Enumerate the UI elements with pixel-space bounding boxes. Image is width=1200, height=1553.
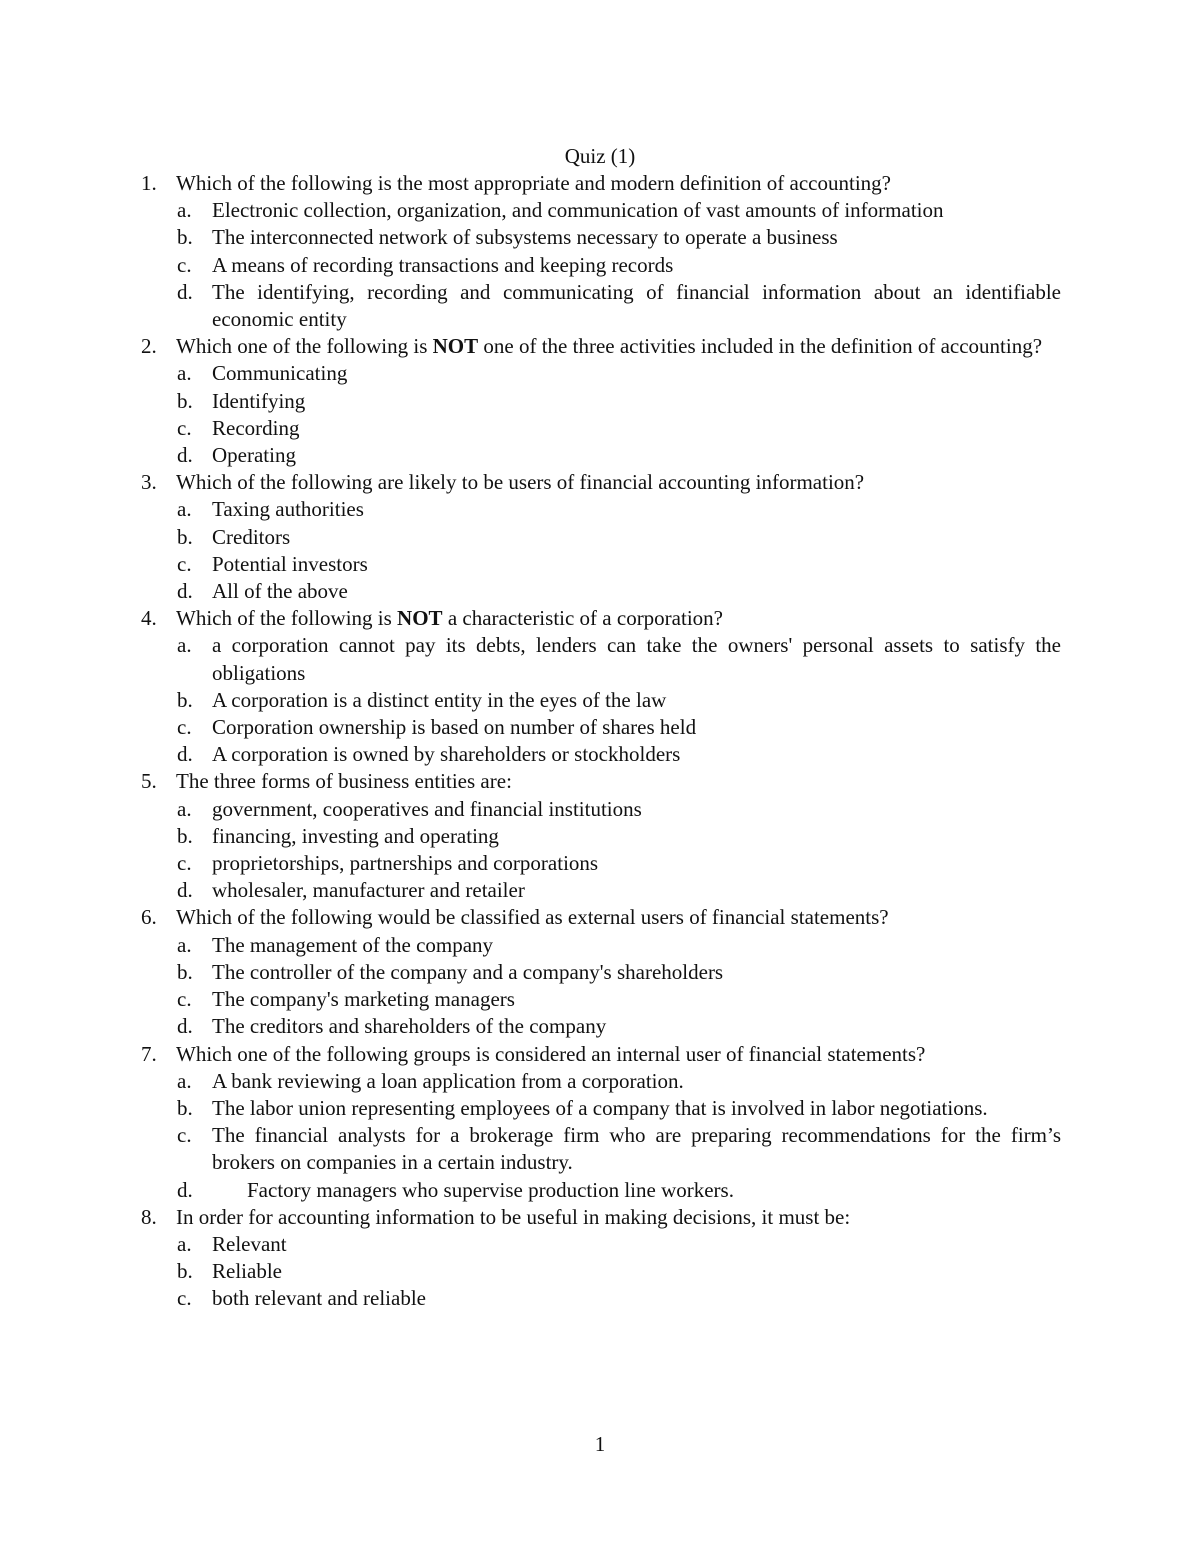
question-text: The three forms of business entities are: (176, 769, 512, 794)
question (141, 605, 1061, 632)
option-letter: d. (177, 1177, 193, 1202)
option-text: The identifying, recording and communicating of financial information about an identifiable economic entity (212, 279, 1061, 332)
question-text: Which one of the following is NOT one of the three activities included in the definition of accounting? (176, 334, 1043, 359)
question (141, 333, 1061, 360)
option-item (177, 632, 1061, 686)
option-list (177, 1231, 1061, 1313)
option-item (177, 1285, 1061, 1312)
option-letter: a. (177, 796, 192, 821)
page-title: Quiz (1) (564, 144, 636, 168)
question (141, 469, 1061, 496)
option-item (177, 524, 1061, 551)
option-text: A means of recording transactions and keeping records (212, 252, 674, 277)
option-item (177, 1231, 1061, 1258)
option-item (177, 986, 1061, 1013)
page-number: 1 (594, 1432, 606, 1456)
option-text: proprietorships, partnerships and corporations (212, 851, 599, 876)
option-letter: a. (177, 633, 192, 658)
option-letter: d. (177, 878, 193, 903)
option-text: government, cooperatives and financial institutions (212, 796, 642, 821)
question-number: 3. (141, 470, 157, 495)
option-letter: b. (177, 823, 193, 848)
option-text: Electronic collection, organization, and communication of vast amounts of information (212, 198, 944, 223)
question-number: 5. (141, 769, 157, 794)
option-item (177, 197, 1061, 224)
option-item (177, 741, 1061, 768)
option-text: Corporation ownership is based on number of shares held (212, 715, 697, 740)
option-item (177, 224, 1061, 251)
question-text: Which of the following are likely to be users of financial accounting information? (176, 470, 865, 495)
option-item (177, 959, 1061, 986)
option-text: Potential investors (212, 551, 368, 576)
option-letter: a. (177, 198, 192, 223)
option-text: a corporation cannot pay its debts, lenders can take the owners' personal assets to satisfy the obligations (212, 633, 1061, 685)
option-text: Relevant (212, 1231, 287, 1256)
option-text: A bank reviewing a loan application from a corporation. (212, 1068, 684, 1093)
option-list (177, 197, 1061, 333)
option-text: The interconnected network of subsystems necessary to operate a business (212, 225, 838, 250)
question (141, 1204, 1061, 1231)
option-text: Factory managers who supervise production line workers. (247, 1177, 734, 1202)
option-text: Identifying (212, 388, 306, 413)
quiz-content (141, 170, 1061, 1313)
option-item (177, 1095, 1061, 1122)
question-text: Which one of the following groups is considered an internal user of financial statements? (176, 1041, 926, 1066)
option-item (177, 850, 1061, 877)
option-text: Reliable (212, 1259, 282, 1284)
option-letter: a. (177, 1231, 192, 1256)
option-text: The creditors and shareholders of the company (212, 1014, 607, 1039)
option-item (177, 823, 1061, 850)
option-letter: a. (177, 932, 192, 957)
option-text: The controller of the company and a company's shareholders (212, 959, 724, 984)
option-item (177, 687, 1061, 714)
option-letter: d. (177, 279, 193, 304)
option-letter: b. (177, 1095, 193, 1120)
question (141, 768, 1061, 795)
option-item (177, 496, 1061, 523)
option-letter: a. (177, 1068, 192, 1093)
option-letter: a. (177, 361, 192, 386)
emphasis-not: NOT (397, 606, 443, 631)
question (141, 904, 1061, 931)
option-text: Operating (212, 443, 296, 468)
option-letter: b. (177, 959, 193, 984)
option-letter: b. (177, 524, 193, 549)
option-letter: d. (177, 443, 193, 468)
option-text: All of the above (212, 579, 348, 604)
option-text: The labor union representing employees of a company that is involved in labor negotiations. (212, 1095, 988, 1120)
option-letter: c. (177, 1286, 192, 1311)
question-text: Which of the following is NOT a characteristic of a corporation? (176, 606, 723, 631)
option-item (177, 360, 1061, 387)
option-text: Communicating (212, 361, 348, 386)
option-text: The financial analysts for a brokerage firm who are preparing recommendations for the firm’s brokers on companies in a certain industry. (212, 1123, 1061, 1175)
option-item (177, 279, 1061, 333)
option-item (177, 578, 1061, 605)
option-letter: c. (177, 987, 192, 1012)
option-letter: c. (177, 252, 192, 277)
option-text: both relevant and reliable (212, 1286, 426, 1311)
option-item (177, 442, 1061, 469)
option-letter: b. (177, 225, 193, 250)
option-letter: d. (177, 742, 193, 767)
option-text: A corporation is a distinct entity in the eyes of the law (212, 687, 667, 712)
option-letter: c. (177, 851, 192, 876)
option-letter: b. (177, 687, 193, 712)
option-text: A corporation is owned by shareholders or stockholders (212, 742, 681, 767)
emphasis-not: NOT (432, 334, 479, 359)
option-text: wholesaler, manufacturer and retailer (212, 878, 525, 903)
option-letter: c. (177, 715, 192, 740)
option-letter: c. (177, 415, 192, 440)
option-item (177, 714, 1061, 741)
question-number: 6. (141, 905, 157, 930)
option-item (177, 1122, 1061, 1176)
question-number: 2. (141, 334, 157, 359)
option-letter: a. (177, 497, 192, 522)
question-text: Which of the following would be classified as external users of financial statements? (176, 905, 889, 930)
option-item (177, 1177, 1061, 1204)
option-list (177, 632, 1061, 768)
option-list (177, 1068, 1061, 1204)
option-item (177, 1258, 1061, 1285)
option-item (177, 252, 1061, 279)
option-item (177, 551, 1061, 578)
option-item (177, 932, 1061, 959)
option-text: financing, investing and operating (212, 823, 499, 848)
option-item (177, 1068, 1061, 1095)
question-number: 7. (141, 1041, 157, 1066)
question-number: 1. (141, 171, 157, 195)
question-text: In order for accounting information to be useful in making decisions, it must be: (176, 1204, 851, 1229)
option-list (177, 796, 1061, 905)
option-list (177, 932, 1061, 1041)
option-item (177, 1013, 1061, 1040)
question-number: 8. (141, 1204, 157, 1229)
option-letter: d. (177, 579, 193, 604)
option-letter: c. (177, 551, 192, 576)
option-text: The management of the company (212, 932, 494, 957)
option-text: Creditors (212, 524, 291, 549)
option-letter: d. (177, 1014, 193, 1039)
question (141, 1041, 1061, 1068)
option-item (177, 388, 1061, 415)
option-letter: b. (177, 1259, 193, 1284)
option-text: Taxing authorities (212, 497, 364, 522)
option-letter: b. (177, 388, 193, 413)
option-item (177, 415, 1061, 442)
option-letter: c. (177, 1123, 192, 1148)
question-text: Which of the following is the most appropriate and modern definition of accounting? (176, 171, 891, 195)
option-text: Recording (212, 415, 300, 440)
option-list (177, 360, 1061, 469)
option-text: The company's marketing managers (212, 987, 515, 1012)
question (141, 170, 1061, 197)
question-number: 4. (141, 606, 157, 631)
option-list (177, 496, 1061, 605)
option-item (177, 796, 1061, 823)
option-item (177, 877, 1061, 904)
